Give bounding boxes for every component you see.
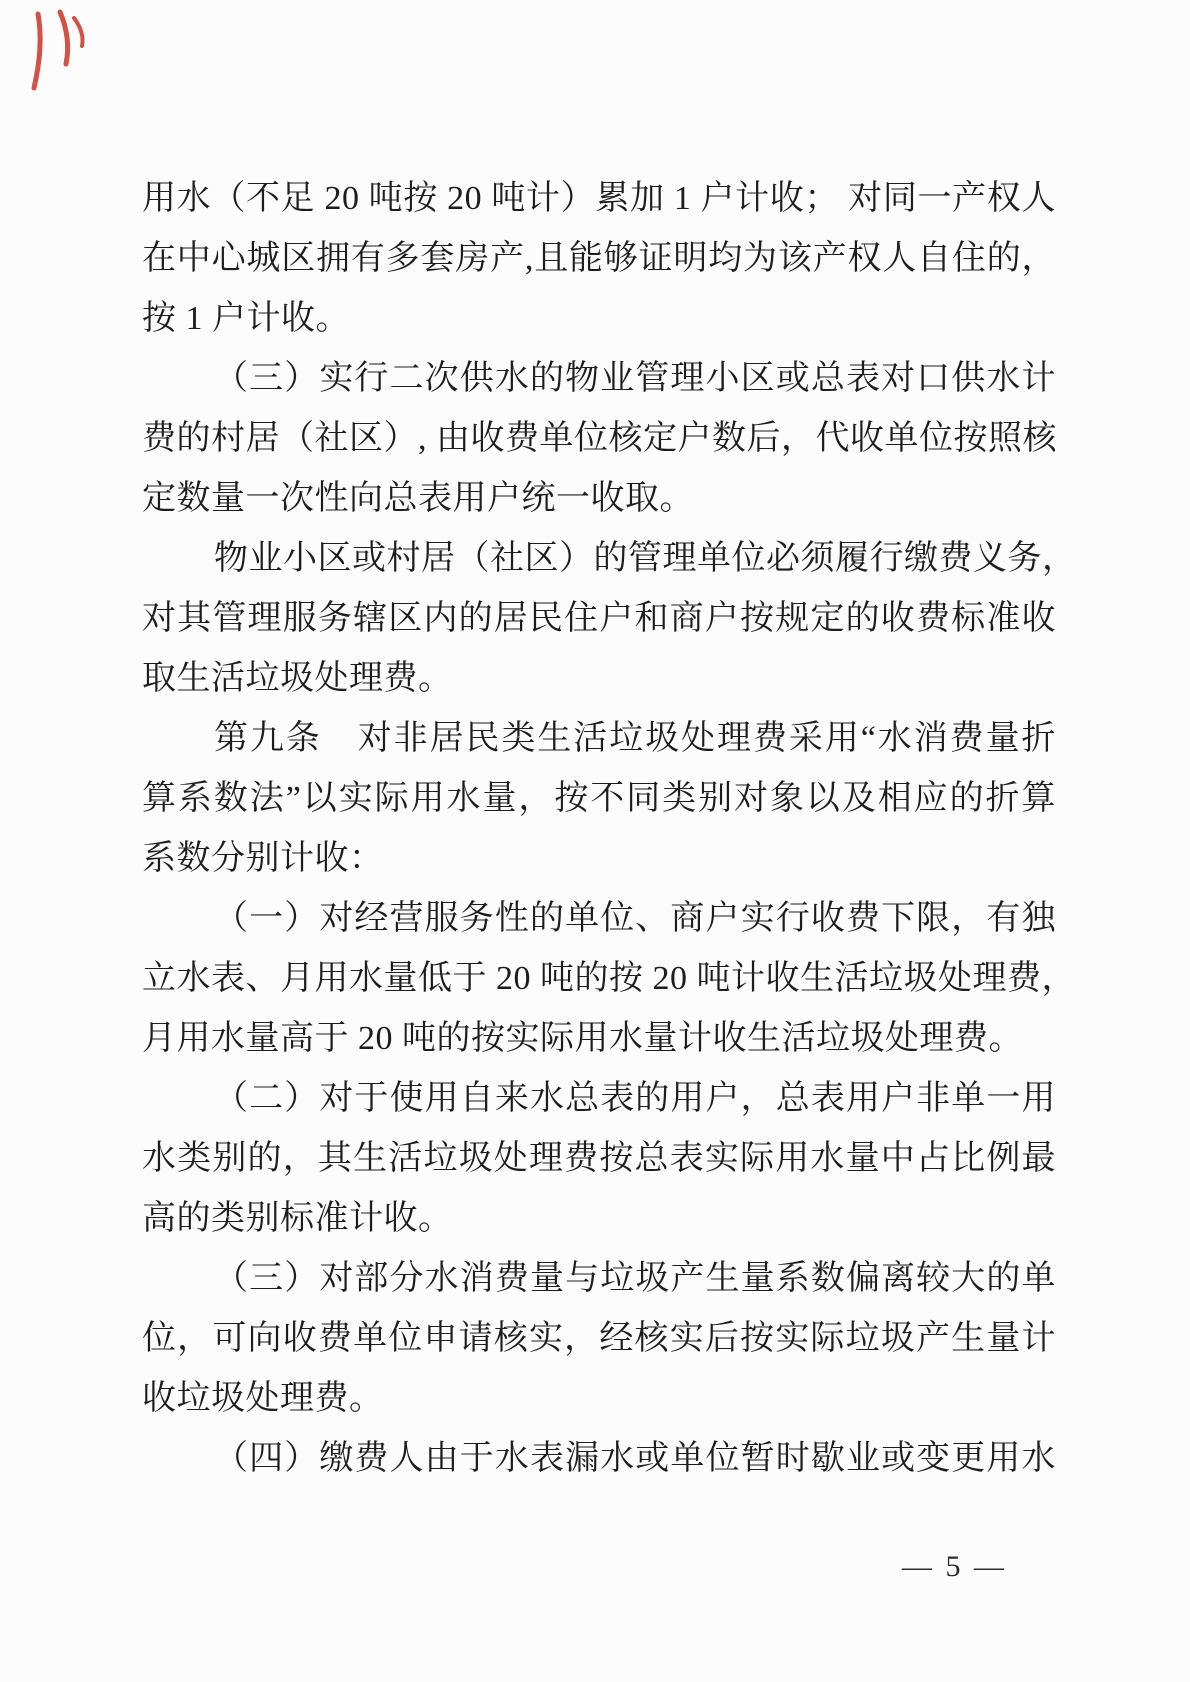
text-line: 位，可向收费单位申请核实，经核实后按实际垃圾产生量计 bbox=[142, 1320, 1056, 1357]
text-line: 系数分别计收： bbox=[142, 840, 384, 877]
text-line: 费的村居（社区）, 由收费单位核定户数后，代收单位按照核 bbox=[142, 420, 1057, 457]
text-line: 算系数法”以实际用水量，按不同类别对象以及相应的折算 bbox=[142, 780, 1056, 817]
text-line: 收垃圾处理费。 bbox=[142, 1380, 384, 1417]
text-line: （三）实行二次供水的物业管理小区或总表对口供水计 bbox=[214, 360, 1056, 397]
text-line: 物业小区或村居（社区）的管理单位必须履行缴费义务， bbox=[214, 540, 1077, 577]
text-line: （四）缴费人由于水表漏水或单位暂时歇业或变更用水 bbox=[214, 1440, 1056, 1477]
text-line: 定数量一次性向总表用户统一收取。 bbox=[142, 480, 694, 517]
red-pen-marks-icon bbox=[24, 6, 88, 106]
text-line: 水类别的，其生活垃圾处理费按总表实际用水量中占比例最 bbox=[142, 1140, 1056, 1177]
page-number: — 5 — bbox=[902, 1550, 1007, 1583]
text-line: 用水（不足 20 吨按 20 吨计）累加 1 户计收； 对同一产权人 bbox=[142, 180, 1056, 217]
text-line: 对其管理服务辖区内的居民住户和商户按规定的收费标准收 bbox=[142, 600, 1056, 637]
text-line: （三）对部分水消费量与垃圾产生量系数偏离较大的单 bbox=[214, 1260, 1056, 1297]
text-line: 在中心城区拥有多套房产,且能够证明均为该产权人自住的， bbox=[142, 240, 1056, 277]
text-line: 第九条 对非居民类生活垃圾处理费采用“水消费量折 bbox=[214, 720, 1056, 757]
text-line: 按 1 户计收。 bbox=[142, 300, 350, 337]
document-body bbox=[142, 169, 1077, 1489]
text-line: （二）对于使用自来水总表的用户，总表用户非单一用 bbox=[214, 1080, 1056, 1117]
text-line: 立水表、月用水量低于 20 吨的按 20 吨计收生活垃圾处理费， bbox=[142, 960, 1076, 997]
text-line: （一）对经营服务性的单位、商户实行收费下限，有独 bbox=[214, 900, 1056, 937]
text-line: 月用水量高于 20 吨的按实际用水量计收生活垃圾处理费。 bbox=[142, 1020, 1023, 1057]
text-line: 高的类别标准计收。 bbox=[142, 1200, 453, 1237]
text-line: 取生活垃圾处理费。 bbox=[142, 660, 453, 697]
